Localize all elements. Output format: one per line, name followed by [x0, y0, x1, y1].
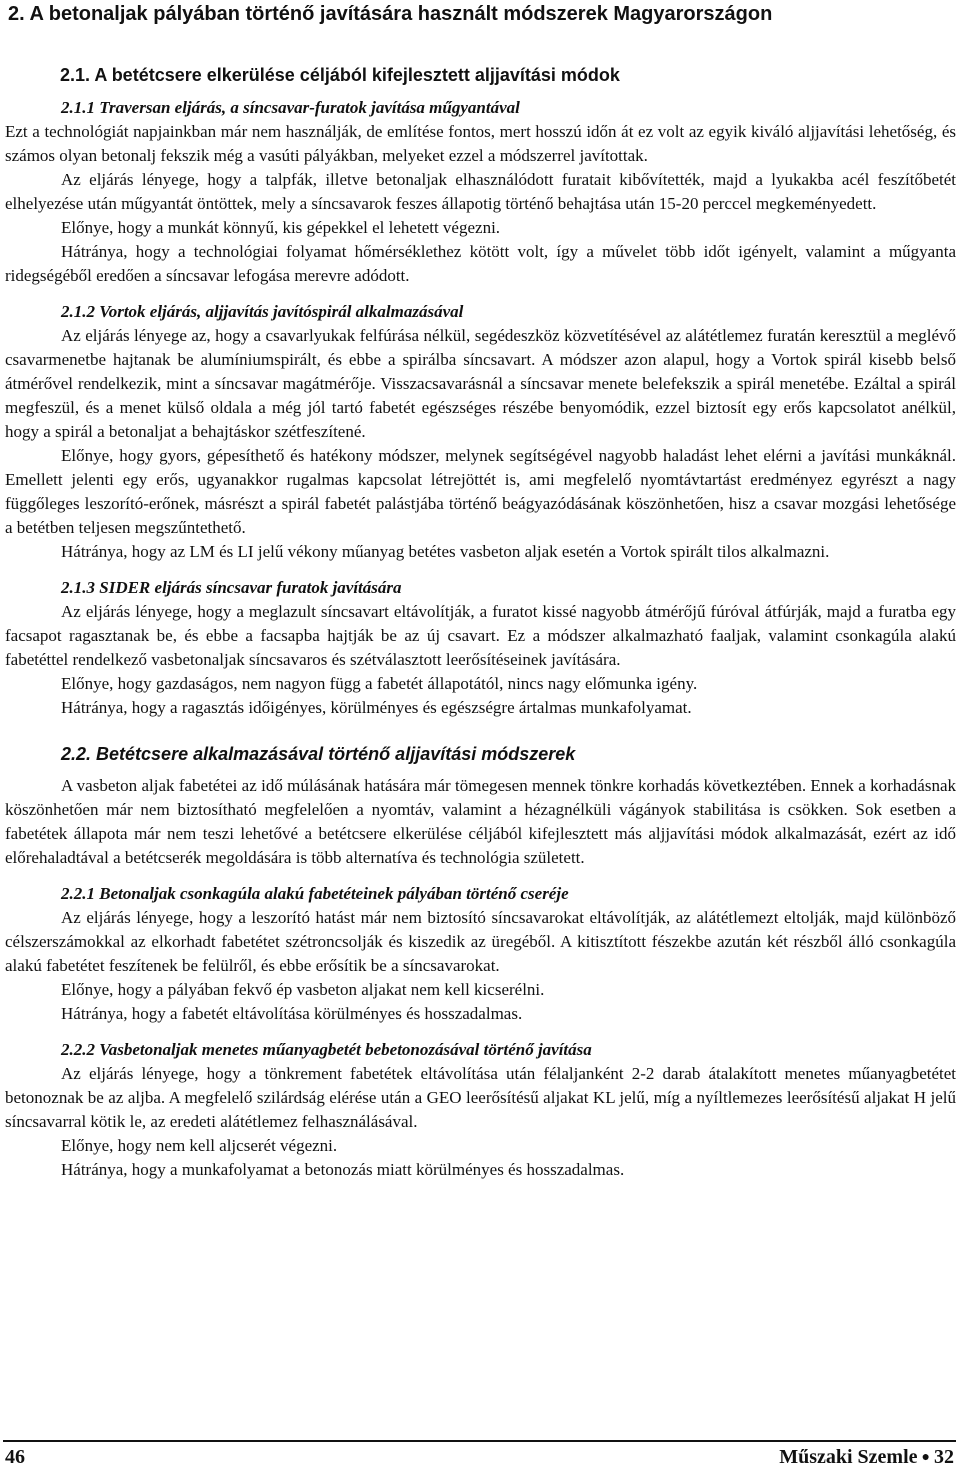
heading-2-2-2: 2.2.2 Vasbetonaljak menetes műanyagbetét bebetonozásával történő javítása	[61, 1040, 592, 1059]
paragraph: Az eljárás lényege, hogy a talpfák, illetve betonaljak elhasználódott furatait kibővítették, majd a lyukakba acél feszítőbetét elhelyezése után műgyantát öntöttek, mely a síncsavarok feszes állapotig történő behajtása után 15-20 perccel megkeményedett.	[5, 170, 956, 213]
disadvantage-paragraph: Hátránya, hogy a munkafolyamat a betonozás miatt körülményes és hosszadalmas.	[61, 1160, 625, 1179]
journal-name: Műszaki Szemle	[779, 1446, 918, 1468]
advantage-paragraph: Előnye, hogy a pályában fekvő ép vasbeton aljakat nem kell kicserélni.	[61, 980, 545, 999]
heading-2-1-3: 2.1.3 SIDER eljárás síncsavar furatok javítására	[61, 578, 402, 597]
heading-2-1-2: 2.1.2 Vortok eljárás, aljjavítás javítóspirál alkalmazásával	[61, 302, 464, 321]
paragraph: Az eljárás lényege az, hogy a csavarlyukak felfúrása nélkül, segédeszköz közvetítésével az alátétlemez furatán keresztül a meglévő csavarmenetbe hajtanak be alumíniumspirált, és ebbe a spirálba síncsavart. A módszer azon alapul, hogy a Vortok spirál kisebb belső átmérővel rendelkezik, mint a síncsavar magátmérője. Visszacsavarásnál a síncsavar menete belefekszik a spirál menetébe. Ezáltal a spirál megfeszül, és a menet külső oldala a még jól tartó fabetét egészséges részébe benyomódik, ezzel biztosít egy erős kapcsolatot anélkül, hogy a spirál a betonaljat a behajtáskor szétfeszítené.	[5, 326, 956, 441]
advantage-paragraph: Előnye, hogy a munkát könnyű, kis gépekkel el lehetett végezni.	[61, 218, 501, 237]
disadvantage-paragraph: Hátránya, hogy a ragasztás időigényes, körülményes és egészségre ártalmas munkafolyamat.	[61, 698, 692, 717]
heading-2-2-1: 2.2.1 Betonaljak csonkagúla alakú fabetéteinek pályában történő cseréje	[61, 884, 569, 903]
disadvantage-paragraph: Hátránya, hogy az LM és LI jelű vékony műanyag betétes vasbeton aljak esetén a Vortok spirált tilos alkalmazni.	[61, 542, 830, 561]
heading-2-1-1: 2.1.1 Traversan eljárás, a síncsavar-furatok javítása műgyantával	[61, 98, 520, 117]
disadvantage-paragraph: Hátránya, hogy a technológiai folyamat hőmérséklethez kötött volt, így a művelet több időt igényelt, valamint a műgyanta ridegségéből eredően a síncsavar lefogása merevre adódott.	[5, 242, 956, 285]
disadvantage-paragraph: Hátránya, hogy a fabetét eltávolítása körülményes és hosszadalmas.	[61, 1004, 523, 1023]
advantage-paragraph: Előnye, hogy gyors, gépesíthető és hatékony módszer, melynek segítségével nagyobb haladást lehet elérni a javítási munkáknál. Emellett jelenti egy erős, ugyanakkor rugalmas kapcsolat létrejöttét is, ami megfelelő nyomtávtartást eredményez egyrészt a nagy függőleges leszorító-erőnek, másrészt a spirál fabetét palástjába történő beágyazódásának köszönhetően, hisz a csavar mozgási lehetősége a betétben teljesen megszűntethető.	[5, 446, 956, 537]
paragraph: Az eljárás lényege, hogy a tönkrement fabetétek eltávolítása után félaljanként 2-2 darab átalakított menetes műanyagbetétet betonoznak be az aljba. A megfelelő szilárdság elérése után a GEO leerősítésű aljakat KL jelű, míg a nyíltlemezes leerősítésű aljakat H jelű síncsavarral kötik le, az eredeti alátétlemez felhasználásával.	[5, 1064, 956, 1131]
body-text	[5, 96, 956, 1182]
page-number-right: 32	[934, 1446, 954, 1468]
advantage-paragraph: Előnye, hogy nem kell aljcserét végezni.	[61, 1136, 338, 1155]
paragraph: A vasbeton aljak fabetétei az idő múlásának hatására már tömegesen mennek tönkre korhadás következtében. Ennek a korhadásnak köszönhetően már nem biztosítható megfelelően a nyomtáv, valamint a hézagnélküli vágányok stabilitása is csökken. Sok esetben a fabetétek állapota már nem teszi lehetővé a betétcsere elkerülése céljából kifejlesztett más aljjavítási módok alkalmazását, ezért az idő előrehaladtával a betétcserék megoldására is több alternatíva és technológia született.	[5, 776, 956, 867]
paragraph: Ezt a technológiát napjainkban már nem használják, de említése fontos, mert hosszú időn át ez volt az egyik kiváló aljjavítási lehetőség, és számos olyan betonalj fekszik még a vasúti pályákban, melyeket ezzel a módszerrel javítottak.	[5, 122, 956, 165]
paragraph: Az eljárás lényege, hogy a leszorító hatást már nem biztosító síncsavarokat eltávolítják, az alátétlemezt eltolják, majd különböző célszerszámokkal az elkorhadt fabetétet szétroncsolják és kiszedik az üregéből. A kitisztított fészekbe azután két részből álló csonkagúla alakú fabetétet feszítenek be felülről, és ebbe erősítik be a síncsavarokat.	[5, 908, 956, 975]
advantage-paragraph: Előnye, hogy gazdaságos, nem nagyon függ a fabetét állapotától, nincs nagy előmunka igény.	[61, 674, 698, 693]
paragraph: Az eljárás lényege, hogy a meglazult síncsavart eltávolítják, a furatot kissé nagyobb átmérőjű fúróval átfúrják, majd a furatba egy facsapot ragasztanak be, és ebbe a facsapba hajtják be az új csavart. Ez a módszer alkalmazható faaljak, valamint csonkagúla alakú fabetéttel rendelkező vasbetonaljak síncsavaros és szétválasztott leerősítéseinek javítására.	[5, 602, 956, 669]
footer-divider	[3, 1440, 956, 1442]
page-number-left: 46	[5, 1446, 25, 1468]
heading-2-2: 2.2. Betétcsere alkalmazásával történő aljjavítási módszerek	[61, 744, 576, 764]
page-footer	[5, 1446, 954, 1474]
footer-journal-info	[779, 1446, 954, 1469]
subsection-title: 2.1. A betétcsere elkerülése céljából kifejlesztett aljjavítási módok	[60, 65, 620, 85]
bullet-separator: ●	[921, 1450, 930, 1465]
section-title: 2. A betonaljak pályában történő javítására használt módszerek Magyarországon	[8, 3, 773, 25]
